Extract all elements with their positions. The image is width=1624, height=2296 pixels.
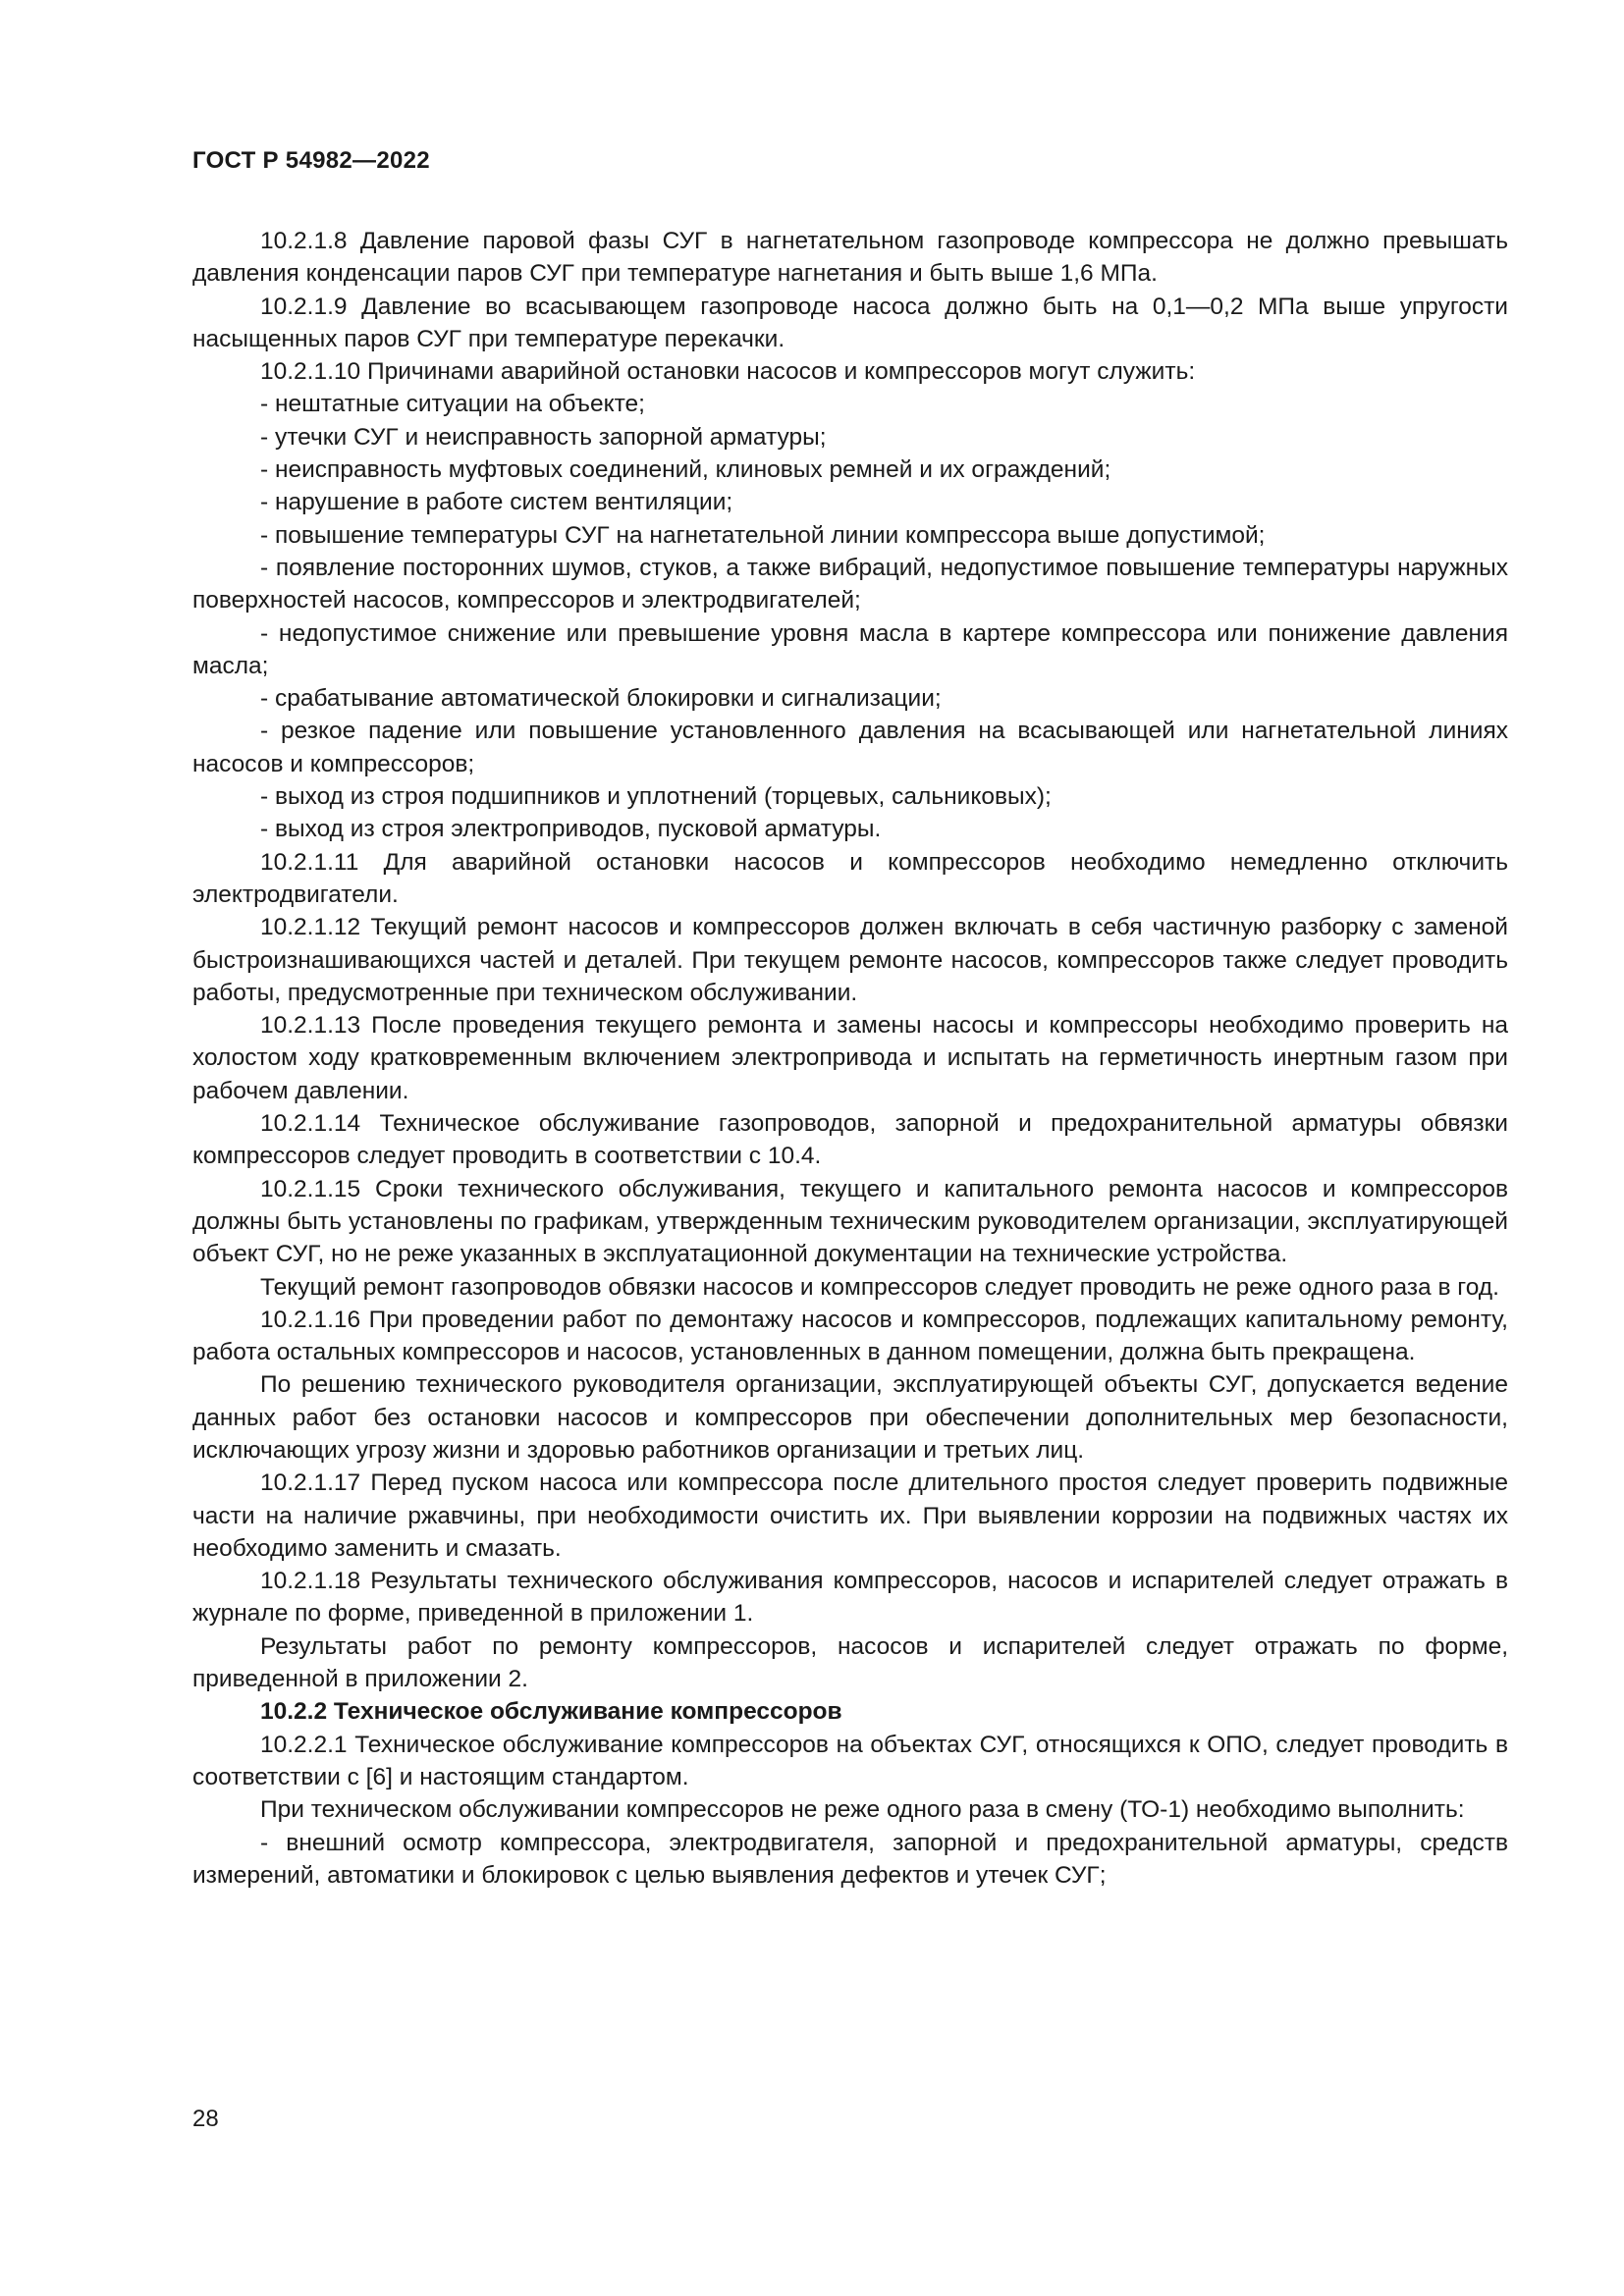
list-item: - появление посторонних шумов, стуков, а также вибраций, недопустимое повышение температуры наружных поверхностей насосов, компрессоров и электродвигателей; — [192, 554, 1508, 614]
list-item: - нарушение в работе систем вентиляции; — [260, 489, 733, 516]
paragraph: По решению технического руководителя организации, эксплуатирующей объекты СУГ, допускается ведение данных работ без остановки насосов и компрессоров при обеспечении дополнительных мер безопасности, исключающих угрозу жизни и здоровью работников организации и третьих лиц. — [192, 1371, 1508, 1464]
paragraph: 10.2.1.10 Причинами аварийной остановки насосов и компрессоров могут служить: — [260, 358, 1196, 386]
paragraph: 10.2.1.8 Давление паровой фазы СУГ в нагнетательном газопроводе компрессора не должно превышать давления конденсации паров СУГ при температуре нагнетания и быть выше 1,6 МПа. — [192, 228, 1508, 288]
list-item: - срабатывание автоматической блокировки и сигнализации; — [260, 685, 942, 713]
list-item: - недопустимое снижение или превышение уровня масла в картере компрессора или понижение давления масла; — [192, 619, 1508, 679]
paragraph: 10.2.1.13 После проведения текущего ремонта и замены насосы и компрессоры необходимо проверить на холостом ходу кратковременным включением электропривода и испытать на герметичность инертным газом при рабочем давлении. — [192, 1012, 1508, 1104]
paragraph: 10.2.1.17 Перед пуском насоса или компрессора после длительного простоя следует проверить подвижные части на наличие ржавчины, при необходимости очистить их. При выявлении коррозии на подвижных частях их необходимо заменить и смазать. — [192, 1469, 1508, 1562]
list-item: - неисправность муфтовых соединений, клиновых ремней и их ограждений; — [260, 456, 1111, 484]
document-header: ГОСТ Р 54982—2022 — [192, 147, 430, 174]
list-item: - внешний осмотр компрессора, электродвигателя, запорной и предохранительной арматуры, средств измерений, автоматики и блокировок с целью выявления дефектов и утечек СУГ; — [192, 1829, 1508, 1889]
list-item: - выход из строя подшипников и уплотнений (торцевых, сальниковых); — [260, 783, 1052, 811]
list-item: - нештатные ситуации на объекте; — [260, 391, 645, 418]
paragraph: 10.2.1.18 Результаты технического обслуживания компрессоров, насосов и испарителей следует отражать в журнале по форме, приведенной в приложении 1. — [192, 1568, 1508, 1628]
paragraph: При техническом обслуживании компрессоров не реже одного раза в смену (ТО-1) необходимо выполнить: — [260, 1796, 1465, 1824]
paragraph: 10.2.1.9 Давление во всасывающем газопроводе насоса должно быть на 0,1—0,2 МПа выше упругости насыщенных паров СУГ при температуре перекачки. — [192, 293, 1508, 352]
paragraph: 10.2.1.12 Текущий ремонт насосов и компрессоров должен включать в себя частичную разборку с заменой быстроизнашивающихся частей и деталей. При текущем ремонте насосов, компрессоров также следует проводить работы, предусмотренные при техническом обслуживании. — [192, 914, 1508, 1006]
paragraph: Текущий ремонт газопроводов обвязки насосов и компрессоров следует проводить не реже одного раза в год. — [260, 1273, 1499, 1301]
paragraph: 10.2.1.11 Для аварийной остановки насосов и компрессоров необходимо немедленно отключить электродвигатели. — [192, 848, 1508, 908]
paragraph: Результаты работ по ремонту компрессоров, насосов и испарителей следует отражать по форме, приведенной в приложении 2. — [192, 1632, 1508, 1693]
paragraph: 10.2.1.14 Техническое обслуживание газопроводов, запорной и предохранительной арматуры обвязки компрессоров следует проводить в соответствии с 10.4. — [192, 1110, 1508, 1170]
section-heading: 10.2.2 Техническое обслуживание компрессоров — [260, 1698, 842, 1726]
list-item: - выход из строя электроприводов, пусковой арматуры. — [260, 816, 882, 843]
paragraph: 10.2.2.1 Техническое обслуживание компрессоров на объектах СУГ, относящихся к ОПО, следует проводить в соответствии с [6] и настоящим стандартом. — [192, 1731, 1508, 1790]
page-number: 28 — [192, 2106, 219, 2132]
document-body — [192, 225, 1508, 1892]
list-item: - утечки СУГ и неисправность запорной арматуры; — [260, 423, 827, 451]
list-item: - повышение температуры СУГ на нагнетательной линии компрессора выше допустимой; — [260, 521, 1266, 549]
paragraph: 10.2.1.16 При проведении работ по демонтажу насосов и компрессоров, подлежащих капитальному ремонту, работа остальных компрессоров и насосов, установленных в данном помещении, должна быть прекращена. — [192, 1306, 1508, 1366]
list-item: - резкое падение или повышение установленного давления на всасывающей или нагнетательной линиях насосов и компрессоров; — [192, 718, 1508, 777]
paragraph: 10.2.1.15 Сроки технического обслуживания, текущего и капитального ремонта насосов и компрессоров должны быть установлены по графикам, утвержденным техническим руководителем организации, эксплуатирующей объект СУГ, но не реже указанных в эксплуатационной документации на технические устройства. — [192, 1175, 1508, 1268]
